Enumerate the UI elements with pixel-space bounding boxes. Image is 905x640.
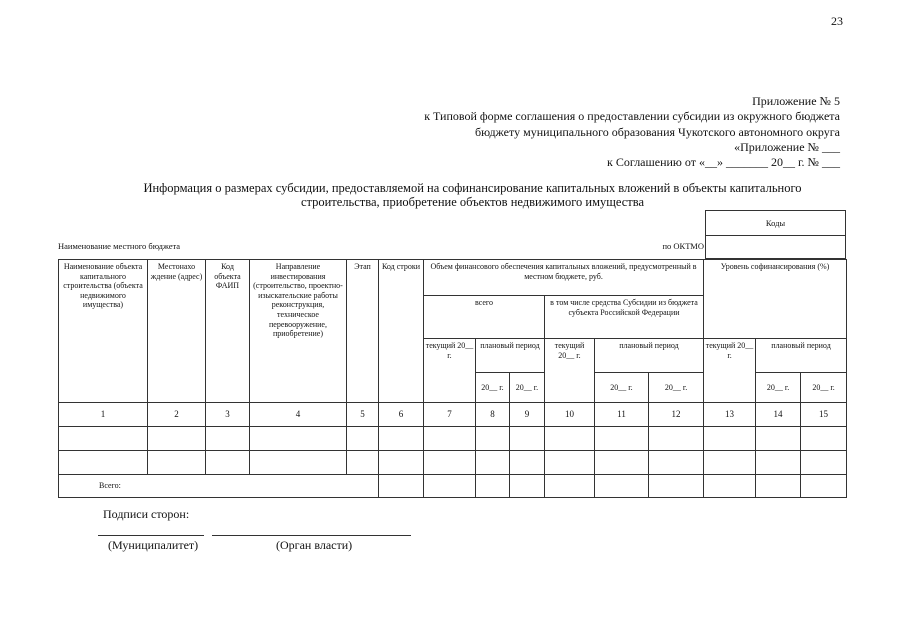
appendix-line: к Соглашению от «__» _______ 20__ г. № ___ [607, 155, 840, 170]
column-number: 11 [595, 403, 649, 427]
finance-group-header: Объем финансового обеспечения капитальных вложений, предусмотренный в местном бюджете, руб. [424, 260, 704, 296]
total-subheader: всего [424, 296, 545, 339]
col-investment-direction: Направление инвестирования (строительство, проектно-изыскательские работы реконструкция, техническое перевооружение, приобретение) [250, 260, 347, 403]
column-number: 13 [704, 403, 756, 427]
current-year-header: текущий 20__ г. [704, 339, 756, 403]
appendix-line: «Приложение № ___ [734, 139, 840, 154]
budget-name-label: Наименование местного бюджета [58, 241, 181, 251]
codes-box [705, 210, 846, 259]
column-number: 15 [801, 403, 847, 427]
appendix-line: бюджету муниципального образования Чукотского автономного округа [474, 124, 840, 139]
page-number: 23 [831, 14, 843, 28]
column-number: 9 [510, 403, 545, 427]
column-numbers-row [59, 403, 847, 427]
plan-period-header: плановый период [476, 339, 545, 373]
table-row [59, 427, 847, 451]
table-row [59, 451, 847, 475]
subsidy-subheader: в том числе средства Субсидии из бюджета субъекта Российской Федерации [545, 296, 704, 339]
year-header: 20__ г. [649, 373, 704, 403]
plan-period-header: плановый период [756, 339, 847, 373]
column-number: 14 [756, 403, 801, 427]
plan-period-header: плановый период [595, 339, 704, 373]
col-location: Местонахо ждение (адрес) [148, 260, 206, 403]
year-header: 20__ г. [801, 373, 847, 403]
current-year-header: текущий 20__ г. [424, 339, 476, 403]
column-number: 4 [250, 403, 347, 427]
appendix-line: к Типовой форме соглашения о предоставлении субсидии из окружного бюджета [424, 109, 840, 124]
total-label: Всего: [59, 475, 379, 498]
column-number: 1 [59, 403, 148, 427]
signature-line-municipality [98, 535, 204, 536]
col-line-code: Код строки [379, 260, 424, 403]
oktmo-label: по ОКТМО [662, 241, 704, 251]
current-year-header: текущий 20__ г. [545, 339, 595, 403]
title-line: строительства, приобретение объектов недвижимого имущества [300, 195, 645, 209]
column-number: 7 [424, 403, 476, 427]
cofinancing-group-header: Уровень софинансирования (%) [704, 260, 847, 339]
col-object-name: Наименование объекта капитального строительства (объекта недвижимого имущества) [59, 260, 148, 403]
appendix-line: Приложение № 5 [752, 94, 840, 108]
column-number: 3 [206, 403, 250, 427]
subsidy-table [58, 259, 847, 498]
document-title [110, 181, 835, 209]
column-number: 10 [545, 403, 595, 427]
signature-authority: (Орган власти) [276, 538, 353, 552]
title-line: Информация о размерах субсидии, предоставляемой на софинансирование капитальных вложений в объекты капитального [143, 181, 802, 195]
year-header: 20__ г. [510, 373, 545, 403]
year-header: 20__ г. [756, 373, 801, 403]
col-faip-code: Код объекта ФАИП [206, 260, 250, 403]
column-number: 8 [476, 403, 510, 427]
year-header: 20__ г. [595, 373, 649, 403]
column-number: 6 [379, 403, 424, 427]
total-row [59, 475, 847, 498]
signature-line-authority [212, 535, 411, 536]
column-number: 12 [649, 403, 704, 427]
column-number: 2 [148, 403, 206, 427]
codes-label: Коды [706, 211, 845, 236]
signature-municipality: (Муниципалитет) [108, 538, 199, 552]
col-stage: Этап [347, 260, 379, 403]
column-number: 5 [347, 403, 379, 427]
year-header: 20__ г. [476, 373, 510, 403]
appendix-header [424, 94, 840, 170]
budget-name-row [58, 241, 704, 251]
signatures-title: Подписи сторон: [103, 507, 190, 521]
